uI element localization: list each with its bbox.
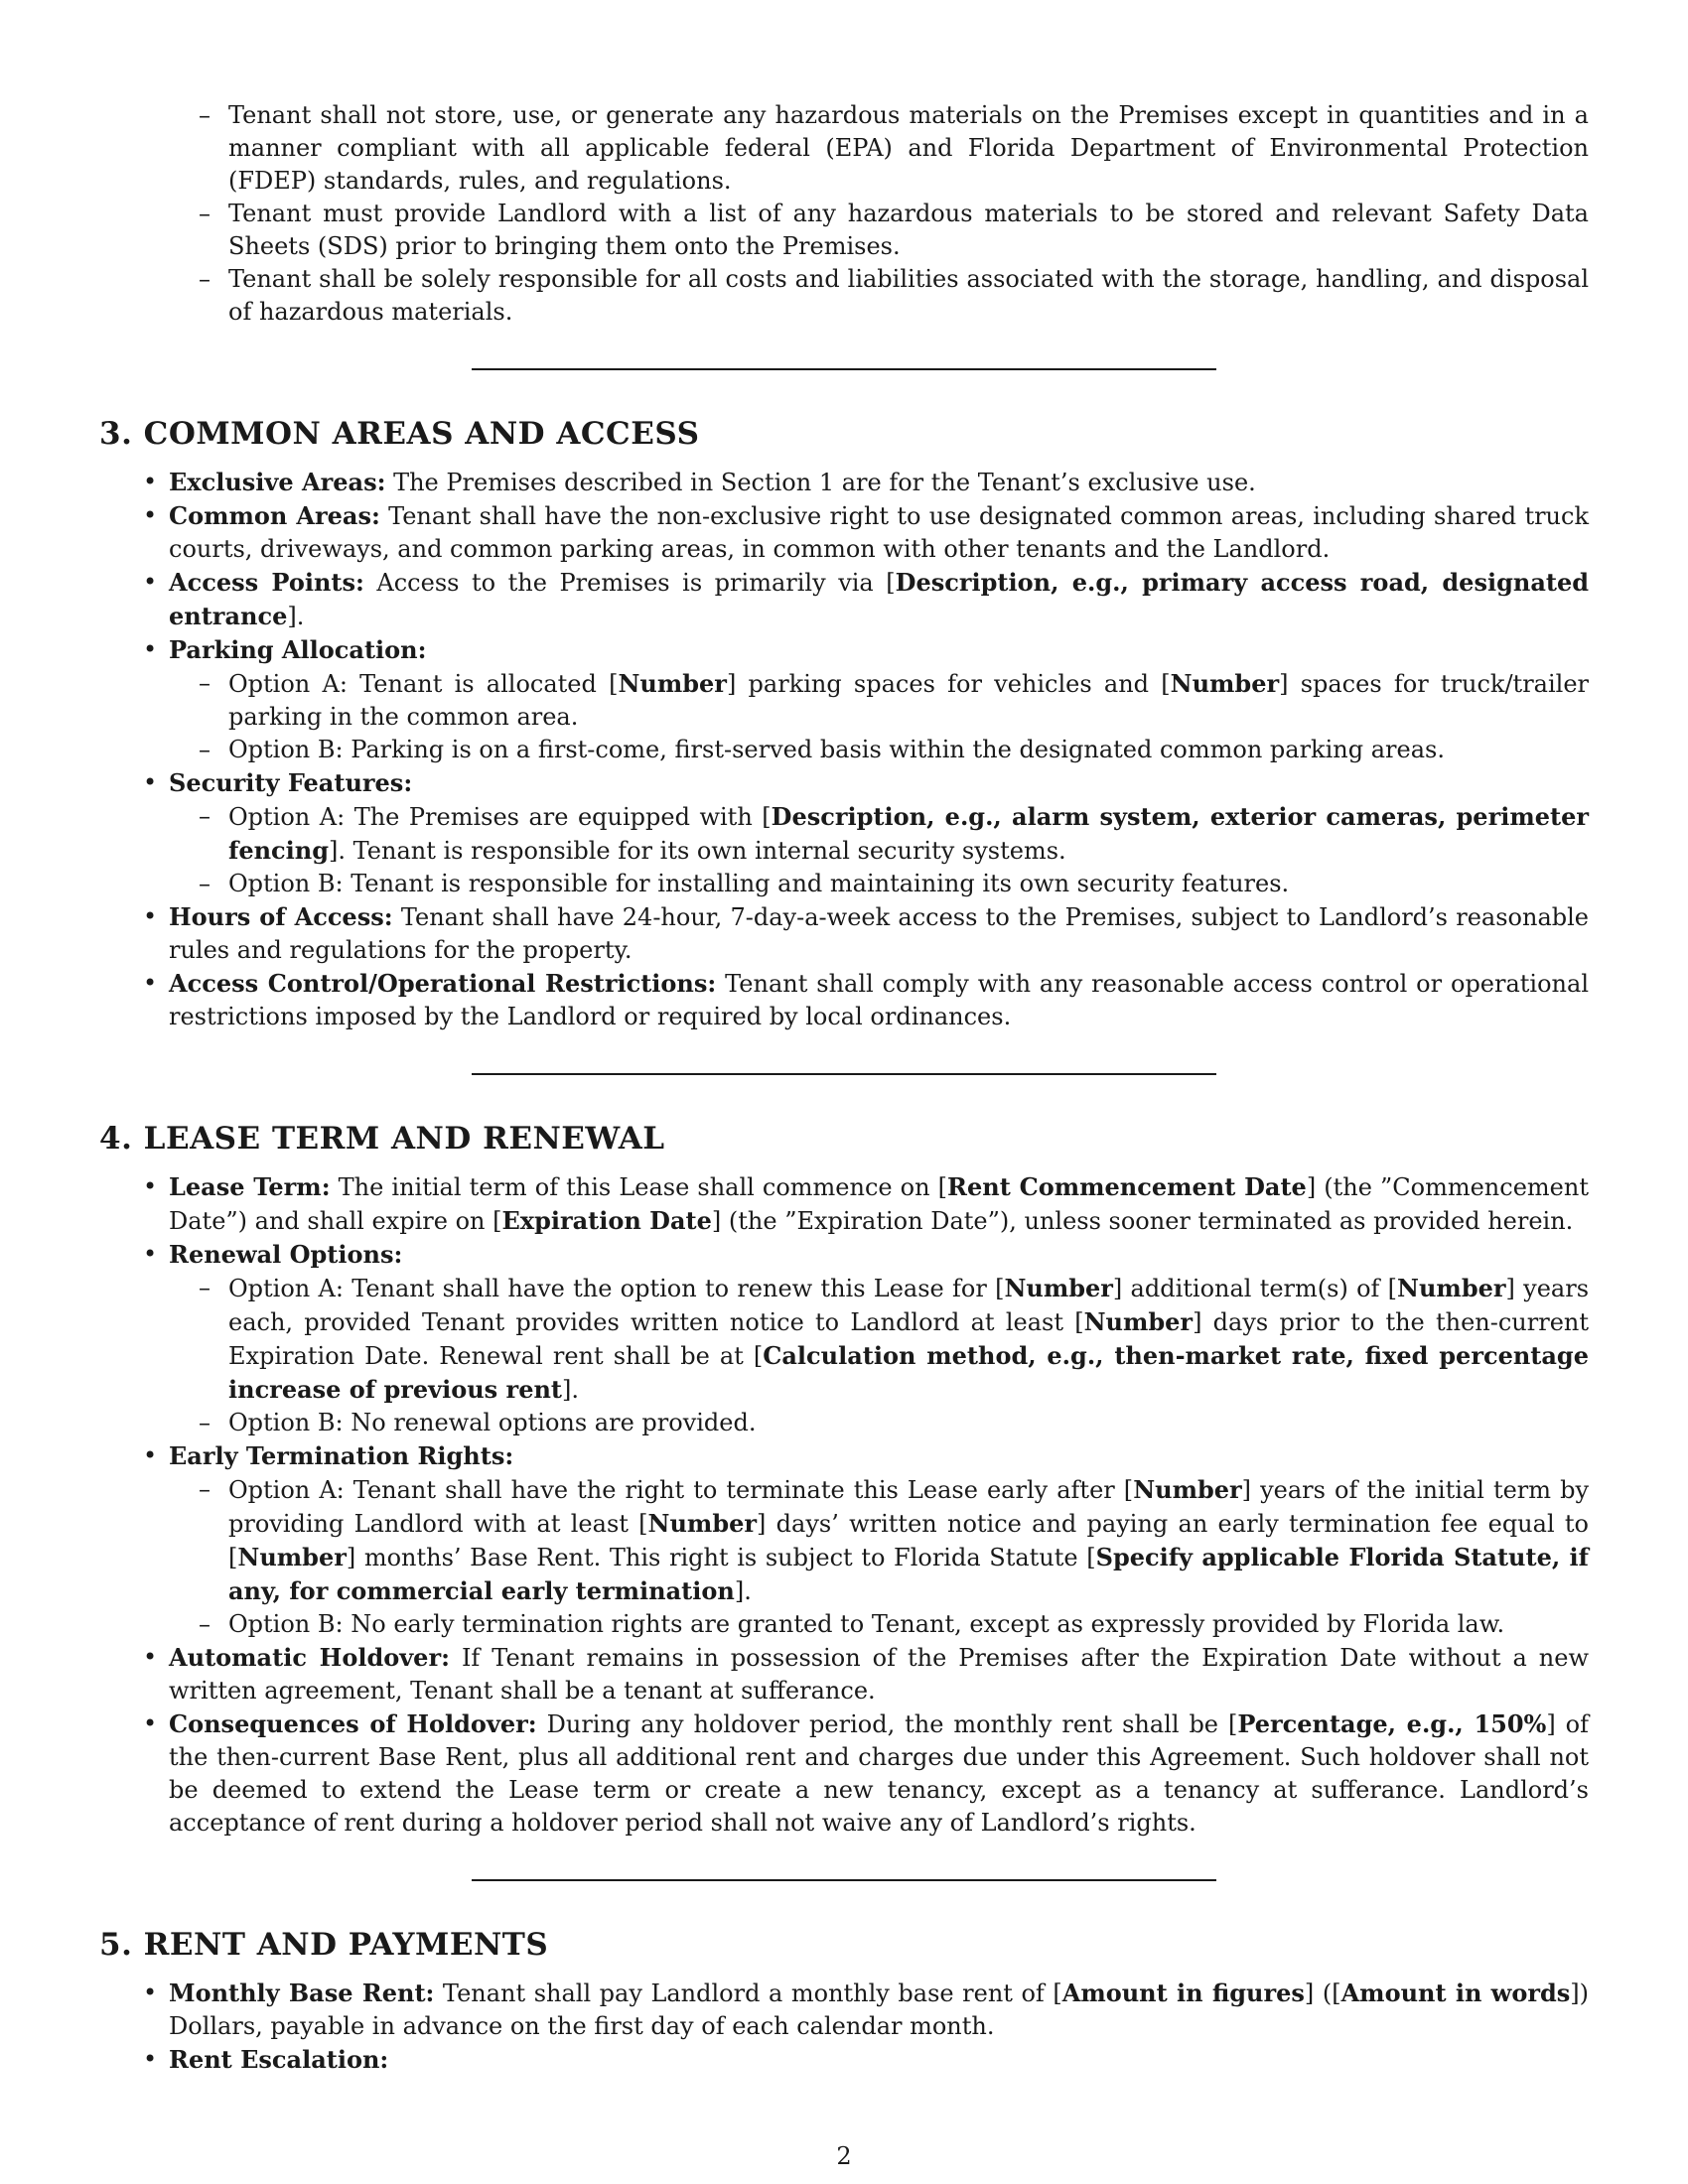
item-text: During any holdover period, the monthly rent shall be [	[536, 1710, 1238, 1738]
item-label: Common Areas:	[169, 501, 380, 530]
placeholder-field: Rent Commencement Date	[947, 1172, 1307, 1201]
option-a	[228, 1473, 1589, 1608]
placeholder-field: Number	[1004, 1274, 1113, 1302]
list-item	[169, 1977, 1589, 2043]
placeholder-field: Number	[1083, 1307, 1194, 1336]
item-label: Security Features:	[169, 768, 413, 797]
option-b: – Option B: No renewal options are provided.	[228, 1407, 1589, 1439]
placeholder-field: Amount in words	[1340, 1979, 1571, 2007]
item-text: ] additional term(s) of [	[1112, 1275, 1398, 1302]
item-text: ] (the ”Expiration Date”), unless sooner terminated as provided herein.	[711, 1207, 1574, 1235]
item-label: Lease Term:	[169, 1172, 331, 1201]
list-item: – Tenant shall be solely responsible for all costs and liabilities associated with the storage, handling, and disposal of hazardous materials.	[228, 263, 1589, 329]
item-text: ] parking spaces for vehicles and [	[726, 670, 1171, 698]
list-item: – Tenant must provide Landlord with a list of any hazardous materials to be stored and relevant Safety Data Sheets (SDS) prior to bringing them onto the Premises.	[228, 198, 1589, 263]
list-item	[169, 1707, 1589, 1840]
item-text: ]. Tenant is responsible for its own internal security systems.	[329, 837, 1066, 865]
item-label: Access Control/Operational Restrictions:	[169, 969, 717, 998]
list-item	[169, 900, 1589, 967]
item-label: Hours of Access:	[169, 902, 393, 931]
item-text: Access to the Premises is primarily via [	[363, 569, 896, 597]
page-number: 2	[836, 2142, 852, 2170]
option-b: – Option B: Tenant is responsible for installing and maintaining its own security features.	[228, 868, 1589, 900]
item-text: ].	[562, 1376, 579, 1404]
item-label: Rent Escalation:	[169, 2045, 389, 2074]
item-text: Tenant shall pay Landlord a monthly base rent of [	[434, 1979, 1062, 2007]
item-label: Renewal Options:	[169, 1240, 403, 1269]
item-text: ] of the then-current Base Rent, plus all additional rent and charges due under this Agreement. Such holdover shall not be deemed to extend the Lease term or create a new tenancy, except as a tenancy at sufferance. Landlord’s acceptance of rent during a holdover period shall not waive any of Landlord’s rights.	[169, 1710, 1589, 1837]
item-text: Tenant shall have 24-hour, 7-day-a-week access to the Premises, subject to Landlord’s reasonable rules and regulations for the property.	[169, 903, 1590, 964]
item-text: ].	[287, 603, 305, 630]
list-item	[169, 1238, 1589, 1439]
item-text: Option A: Tenant is allocated [	[228, 670, 619, 698]
item-text: ].	[734, 1577, 752, 1605]
item-label: Monthly Base Rent:	[169, 1979, 435, 2007]
section-heading-4: 4. LEASE TERM AND RENEWAL	[99, 1121, 665, 1157]
placeholder-field: Number	[647, 1509, 758, 1538]
item-text: Tenant shall have the non-exclusive right to use designated common areas, including shared truck courts, driveways, and common parking areas, in common with other tenants and the Landlord.	[169, 502, 1589, 563]
item-text: Tenant shall comply with any reasonable access control or operational restrictions imposed by the Landlord or required by local ordinances.	[169, 970, 1590, 1030]
list-item	[169, 466, 1589, 499]
placeholder-field: Specify applicable Florida Statute, if any, for commercial early termination	[228, 1543, 1589, 1605]
item-label: Access Points:	[169, 568, 364, 597]
item-label: Exclusive Areas:	[169, 468, 386, 496]
list-item	[169, 1641, 1589, 1707]
section-divider	[472, 1879, 1216, 1881]
list-item	[169, 566, 1589, 633]
placeholder-field: Description, e.g., primary access road, designated entrance	[169, 568, 1590, 630]
item-text: ] (the ”Commencement Date”) and shall expire on [	[169, 1173, 1589, 1235]
placeholder-field: Amount in figures	[1061, 1979, 1305, 2007]
placeholder-field: Number	[618, 669, 727, 698]
item-text: ] days’ written notice and paying an early termination fee equal to [	[228, 1510, 1589, 1571]
list-item	[169, 766, 1589, 900]
item-text: ]) Dollars, payable in advance on the first day of each calendar month.	[169, 1979, 1590, 2040]
section-heading-3: 3. COMMON AREAS AND ACCESS	[99, 416, 700, 452]
placeholder-field: Number	[1170, 669, 1280, 698]
item-text: ] years of the initial term by providing Landlord with at least [	[228, 1476, 1590, 1538]
list-item	[169, 2043, 1589, 2077]
placeholder-field: Number	[1133, 1475, 1242, 1504]
list-item	[169, 1439, 1589, 1641]
renewal-options	[169, 1272, 1589, 1439]
hazardous-materials-list	[99, 99, 1589, 329]
option-b: – Option B: Parking is on a first-come, first-served basis within the designated common parking areas.	[228, 734, 1589, 766]
option-b: – Option B: No early termination rights are granted to Tenant, except as expressly provided by Florida law.	[228, 1608, 1589, 1641]
document-page	[99, 99, 1589, 2077]
item-text: Option A: Tenant shall have the option to renew this Lease for [	[228, 1275, 1005, 1302]
option-a	[228, 667, 1589, 734]
item-text: ] years each, provided Tenant provides written notice to Landlord at least [	[228, 1275, 1590, 1336]
section-5-list	[99, 1977, 1589, 2077]
item-text: ] days prior to the then-current Expiration Date. Renewal rent shall be at [	[228, 1308, 1590, 1370]
item-text: The initial term of this Lease shall commence on [	[330, 1173, 948, 1201]
placeholder-field: Number	[237, 1543, 347, 1571]
list-item: – Tenant shall not store, use, or generate any hazardous materials on the Premises except in quantities and in a manner compliant with all applicable federal (EPA) and Florida Department of Environmental Protection (FDEP) standards, rules, and regulations.	[228, 99, 1589, 198]
list-item	[169, 499, 1589, 566]
option-a	[228, 800, 1589, 868]
section-3-list	[99, 466, 1589, 1033]
placeholder-field: Expiration Date	[501, 1206, 712, 1235]
item-text: If Tenant remains in possession of the Premises after the Expiration Date without a new written agreement, Tenant shall be a tenant at sufferance.	[169, 1644, 1589, 1705]
option-a	[228, 1272, 1589, 1407]
section-divider	[472, 368, 1216, 370]
placeholder-field: Number	[1397, 1274, 1506, 1302]
item-text: Option A: The Premises are equipped with [	[228, 803, 772, 831]
placeholder-field: Percentage, e.g., 150%	[1237, 1709, 1547, 1738]
item-label: Automatic Holdover:	[169, 1643, 450, 1672]
item-text: ] months’ Base Rent. This right is subject to Florida Statute [	[346, 1544, 1096, 1571]
early-termination-options	[169, 1473, 1589, 1641]
list-item	[169, 633, 1589, 766]
item-text: ] spaces for truck/trailer parking in the common area.	[228, 670, 1589, 731]
item-label: Parking Allocation:	[169, 635, 427, 664]
item-text: The Premises described in Section 1 are for the Tenant’s exclusive use.	[385, 469, 1256, 496]
section-heading-5: 5. RENT AND PAYMENTS	[99, 1927, 549, 1963]
list-item	[169, 1170, 1589, 1238]
list-item	[169, 967, 1589, 1033]
item-label: Consequences of Holdover:	[169, 1709, 537, 1738]
placeholder-field: Description, e.g., alarm system, exterior cameras, perimeter fencing	[228, 802, 1590, 865]
item-text: ] ([	[1304, 1979, 1341, 2007]
placeholder-field: Calculation method, e.g., then-market rate, fixed percentage increase of previous rent	[228, 1341, 1589, 1404]
item-label: Early Termination Rights:	[169, 1441, 514, 1470]
security-options	[169, 800, 1589, 900]
parking-options	[169, 667, 1589, 766]
section-divider	[472, 1073, 1216, 1075]
item-text: Option A: Tenant shall have the right to terminate this Lease early after [	[228, 1476, 1134, 1504]
section-4-list	[99, 1170, 1589, 1840]
